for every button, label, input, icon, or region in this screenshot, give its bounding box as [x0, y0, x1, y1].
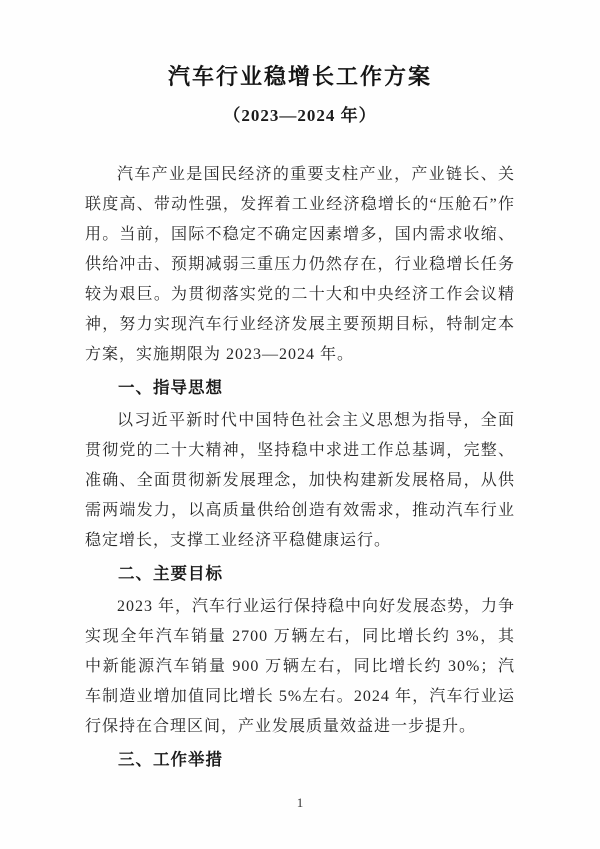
- intro-paragraph: 汽车产业是国民经济的重要支柱产业，产业链长、关联度高、带动性强，发挥着工业经济稳增长的“压舱石”作用。当前，国际不稳定不确定因素增多，国内需求收缩、供给冲击、预期减弱三重压力仍然存在，行业稳增长任务较为艰巨。为贯彻落实党的二十大和中央经济工作会议精神，努力实现汽车行业经济发展主要预期目标，特制定本方案，实施期限为 2023—2024 年。: [85, 166, 515, 363]
- document-title: 汽车行业稳增长工作方案: [167, 64, 432, 89]
- section-heading-guiding-ideology: 一、指导思想: [118, 379, 223, 397]
- section-paragraph-main-targets: 2023 年，汽车行业运行保持稳中向好发展态势，力争实现全年汽车销量 2700 万辆左右，同比增长约 3%，其中新能源汽车销量 900 万辆左右，同比增长约 30%；汽车制造业增加值同比增长 5%左右。2024 年，汽车行业运行保持在合理区间，产业发展质量效益进一步提升。: [85, 598, 516, 735]
- page-number: 1: [296, 795, 304, 810]
- document-subtitle: （2023—2024 年）: [223, 106, 377, 125]
- section-heading-work-measures: 三、工作举措: [118, 751, 223, 769]
- section-heading-main-targets: 二、主要目标: [118, 565, 223, 583]
- section-paragraph-guiding-ideology: 以习近平新时代中国特色社会主义思想为指导，全面贯彻党的二十大精神，坚持稳中求进工作总基调，完整、准确、全面贯彻新发展理念，加快构建新发展格局，从供需两端发力，以高质量供给创造有效需求，推动汽车行业稳定增长，支撑工业经济平稳健康运行。: [85, 412, 515, 549]
